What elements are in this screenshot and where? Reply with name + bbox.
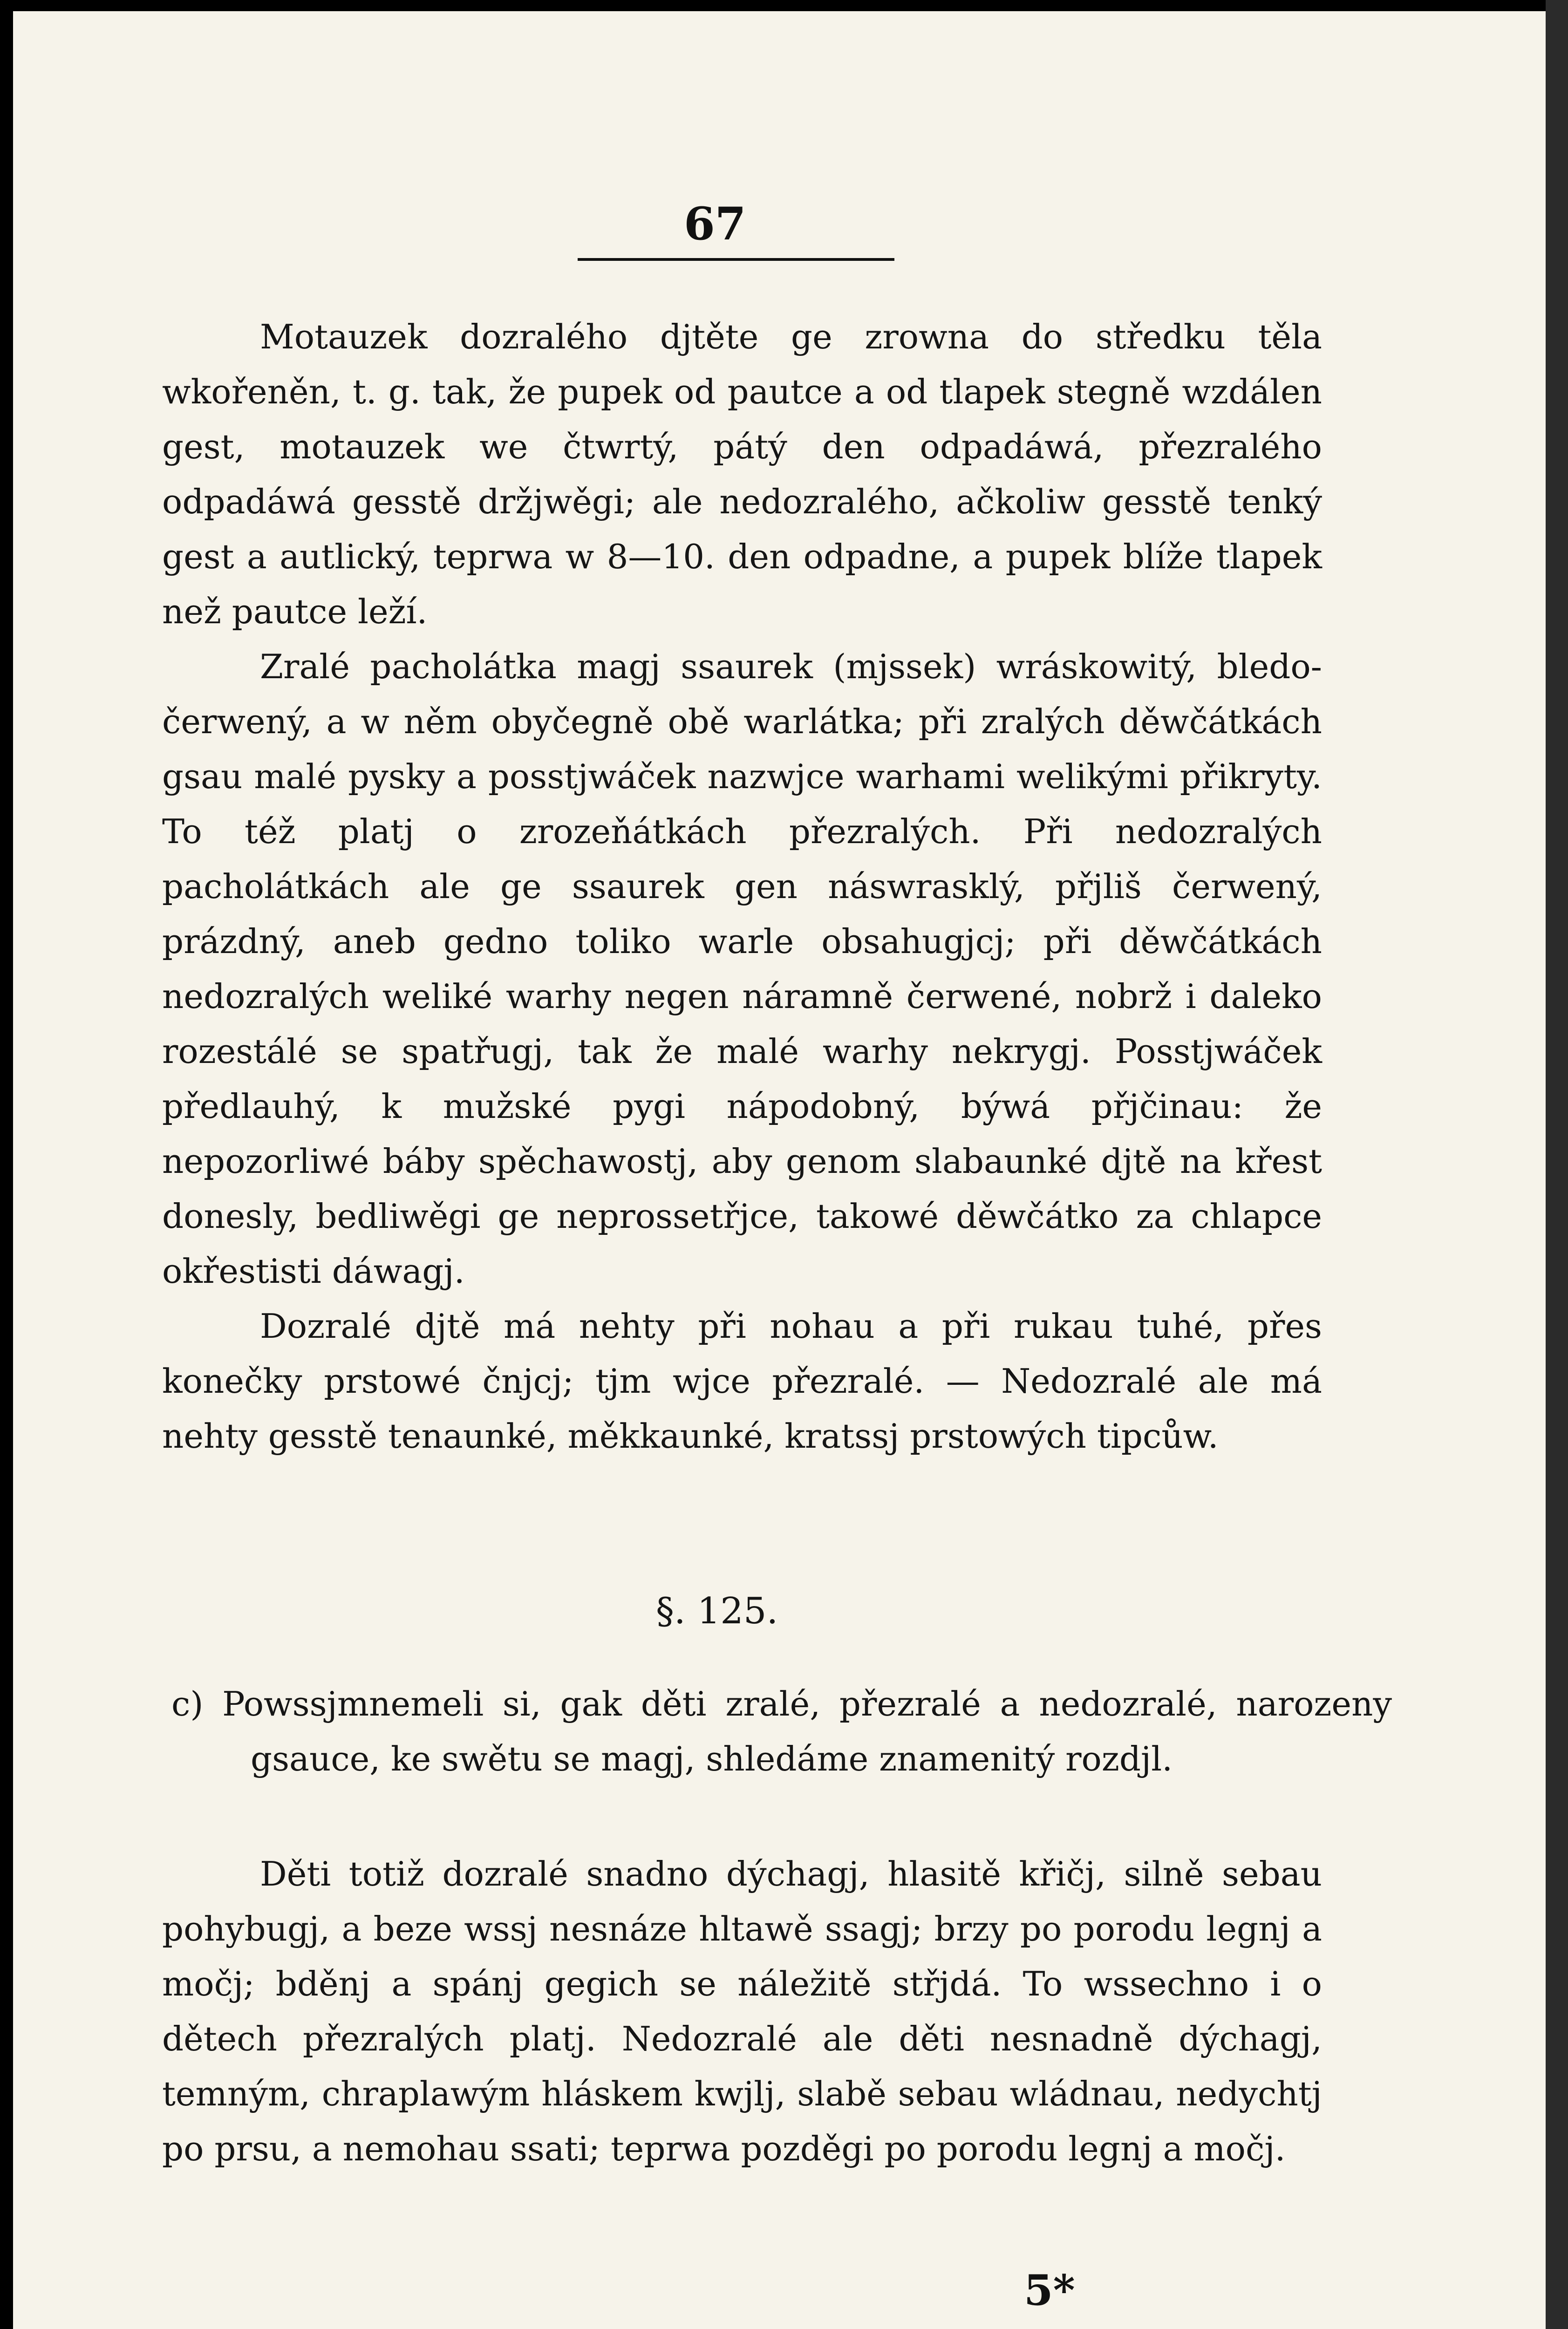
body-text — [162, 309, 1322, 1464]
signature-mark: 5* — [1024, 2266, 1075, 2315]
body-text-after — [162, 1846, 1322, 2176]
scan-edge — [1546, 0, 1568, 2329]
page-number: 67 — [684, 197, 746, 250]
paragraph-navel-cord: Motauzek dozralého djtěte ge zrowna do středku těla wkořeněn, t. g. tak, že pupek od pautce a od tlapek stegně wzdálen gest, motauzek we čtwrtý, pátý den odpadáwá, přezralého odpadáwá gesstě držjwěgi; ale nedozralého, ačkoliw gesstě tenký gest a autlický, teprwa w 8—10. den odpadne, a pupek blíže tlapek než pautce leží. — [162, 317, 1322, 631]
paragraph-nails: Dozralé djtě má nehty při nohau a při rukau tuhé, přes konečky prstowé čnjcj; tjm wjce přezralé. — Nedozralé ale má nehty gesstě tenaunké, měkkaunké, kratssj prstowých tipcůw. — [162, 1307, 1322, 1456]
header-rule — [578, 258, 894, 261]
paragraph-breathing: Děti totiž dozralé snadno dýchagj, hlasitě křičj, silně sebau pohybugj, a beze wssj nesnáze hltawě ssagj; brzy po porodu legnj a močj; bděnj a spánj gegich se náležitě střjdá. To wssechno i o dětech přezralých platj. Nedozralé ale děti nesnadně dýchagj, temným, chraplawým hláskem kwjlj, slabě sebau wládnau, nedychtj po prsu, a nemohau ssati; teprwa pozděgi po porodu legnj a močj. — [162, 1854, 1322, 2168]
section-heading: §. 125. — [656, 1590, 778, 1632]
book-page — [13, 11, 1546, 2329]
paragraph-genitals: Zralé pacholátka magj ssaurek (mjssek) wráskowitý, bledo-čerwený, a w něm obyčegně obě warlátka; při zralých děwčátkách gsau malé pysky a posstjwáček nazwjce warhami welikými přikryty. To též platj o zrozeňátkách přezralých. Při nedozralých pacholátkách ale ge ssaurek gen náswrasklý, přjliš čerwený, prázdný, aneb gedno toliko warle obsahugjcj; při děwčátkách nedozralých weliké warhy negen náramně čerwené, nobrž i daleko rozestálé se spatřugj, tak že malé warhy nekrygj. Posstjwáček předlauhý, k mužské pygi nápodobný, býwá přjčinau: že nepozorliwé báby spěchawostj, aby genom slabaunké djtě na křest donesly, bedliwěgi ge neprossetřjce, takowé děwčátko za chlapce okřestisti dáwagj. — [162, 647, 1322, 1291]
item-c: c) Powssjmnemeli si, gak děti zralé, přezralé a nedozralé, narozeny gsauce, ke swětu se magj, shledáme znamenitý rozdjl. — [171, 1684, 1392, 1778]
